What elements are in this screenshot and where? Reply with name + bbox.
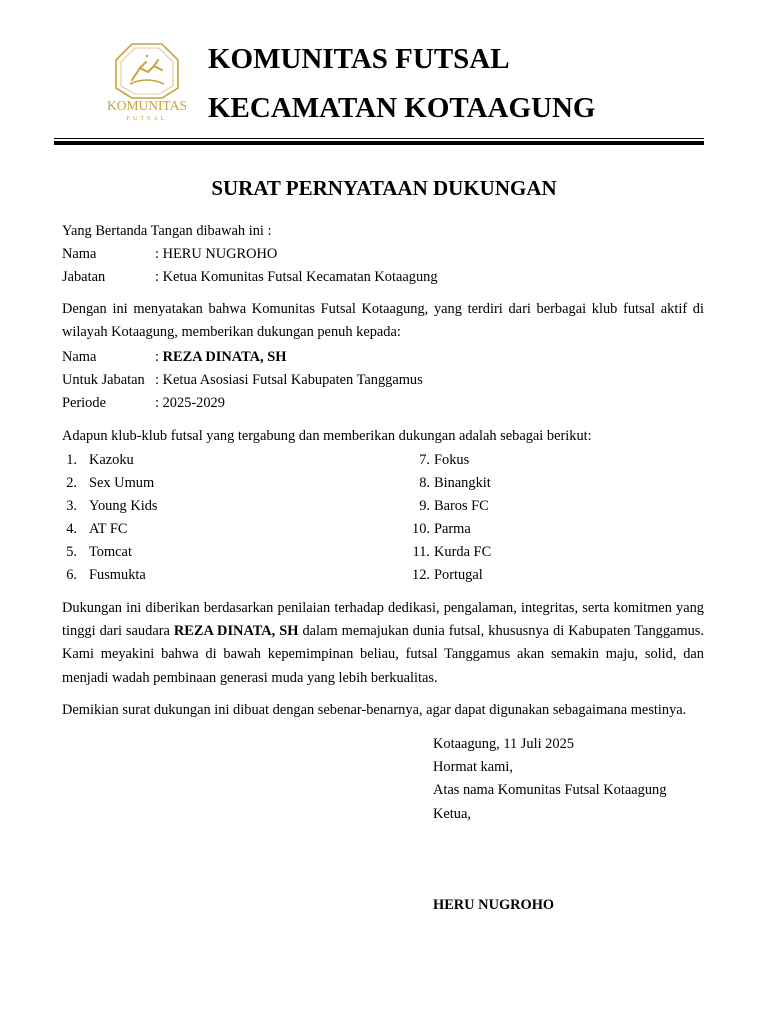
support-paragraph: Dukungan ini diberikan berdasarkan penilaian terhadap dedikasi, pengalaman, integritas, serta komitmen yang tinggi dari saudara REZA DINATA, SH dalam memajukan dunia futsal, khususnya di Kabupaten Tanggamus. Kami meyakini bahwa di bawah kepemimpinan beliau, futsal Tanggamus akan semakin maju, solid, dan menjadi wadah pembinaan generasi muda yang lebih berkualitas.	[62, 600, 705, 686]
club-number: 8.	[419, 475, 430, 491]
candidate-name-label: Nama	[62, 349, 97, 365]
document-title: SURAT PERNYATAAN DUKUNGAN	[211, 176, 557, 200]
signer-name-label: Nama	[62, 246, 97, 262]
candidate-position-value: : Ketua Asosiasi Futsal Kabupaten Tanggamus	[155, 372, 423, 388]
club-name: Young Kids	[89, 498, 158, 514]
club-number: 6.	[66, 567, 77, 583]
candidate-period-value: : 2025-2029	[155, 395, 225, 411]
club-name: Sex Umum	[89, 475, 155, 491]
org-name-line1: KOMUNITAS FUTSAL	[208, 43, 510, 75]
closing-paragraph: Demikian surat dukungan ini dibuat dengan sebenar-benarnya, agar dapat digunakan sebagaimana mestinya.	[62, 702, 687, 718]
club-number: 12.	[412, 567, 430, 583]
logo-emblem-icon	[96, 40, 198, 122]
club-number: 9.	[419, 498, 430, 514]
signature-role: Ketua,	[433, 806, 471, 822]
club-number: 11.	[412, 544, 430, 560]
club-name: Kazoku	[89, 452, 134, 468]
club-number: 5.	[66, 544, 77, 560]
clubs-intro: Adapun klub-klub futsal yang tergabung dan memberikan dukungan adalah sebagai berikut:	[62, 428, 592, 444]
signature-regards: Hormat kami,	[433, 759, 513, 775]
club-name: Parma	[434, 521, 471, 537]
org-name-line2: KECAMATAN KOTAAGUNG	[208, 92, 596, 124]
letterhead-rule-thick	[54, 141, 704, 145]
club-name: Baros FC	[434, 498, 489, 514]
club-number: 2.	[66, 475, 77, 491]
svg-text:FUTSAL: FUTSAL	[126, 116, 168, 122]
club-name: Tomcat	[89, 544, 132, 560]
club-number: 4.	[66, 521, 77, 537]
signature-on-behalf: Atas nama Komunitas Futsal Kotaagung	[433, 782, 667, 798]
club-number: 1.	[66, 452, 77, 468]
signer-name-value: : HERU NUGROHO	[155, 246, 278, 262]
candidate-position-label: Untuk Jabatan	[62, 372, 145, 388]
intro-text: Yang Bertanda Tangan dibawah ini :	[62, 223, 272, 239]
statement-paragraph: Dengan ini menyatakan bahwa Komunitas Futsal Kotaagung, yang terdiri dari berbagai klub futsal aktif di wilayah Kotaagung, memberikan dukungan penuh kepada:	[62, 301, 704, 341]
club-name: Fokus	[434, 452, 470, 468]
support-candidate-name: REZA DINATA, SH	[173, 623, 299, 640]
letterhead-rule-thin	[54, 138, 704, 139]
club-name: AT FC	[89, 521, 128, 537]
svg-text:KOMUNITAS: KOMUNITAS	[107, 98, 187, 113]
signer-position-value: : Ketua Komunitas Futsal Kecamatan Kotaagung	[155, 269, 438, 285]
club-number: 3.	[66, 498, 77, 514]
signer-position-label: Jabatan	[62, 269, 106, 285]
community-logo	[96, 40, 198, 122]
candidate-period-label: Periode	[62, 395, 106, 411]
club-name: Portugal	[434, 567, 483, 583]
signature-place-date: Kotaagung, 11 Juli 2025	[433, 736, 574, 752]
club-number: 10.	[412, 521, 430, 537]
candidate-name-value: : REZA DINATA, SH	[155, 349, 287, 365]
club-name: Fusmukta	[89, 567, 146, 583]
signature-name: HERU NUGROHO	[433, 897, 555, 913]
club-name: Kurda FC	[434, 544, 492, 560]
club-number: 7.	[419, 452, 430, 468]
club-name: Binangkit	[434, 475, 491, 491]
